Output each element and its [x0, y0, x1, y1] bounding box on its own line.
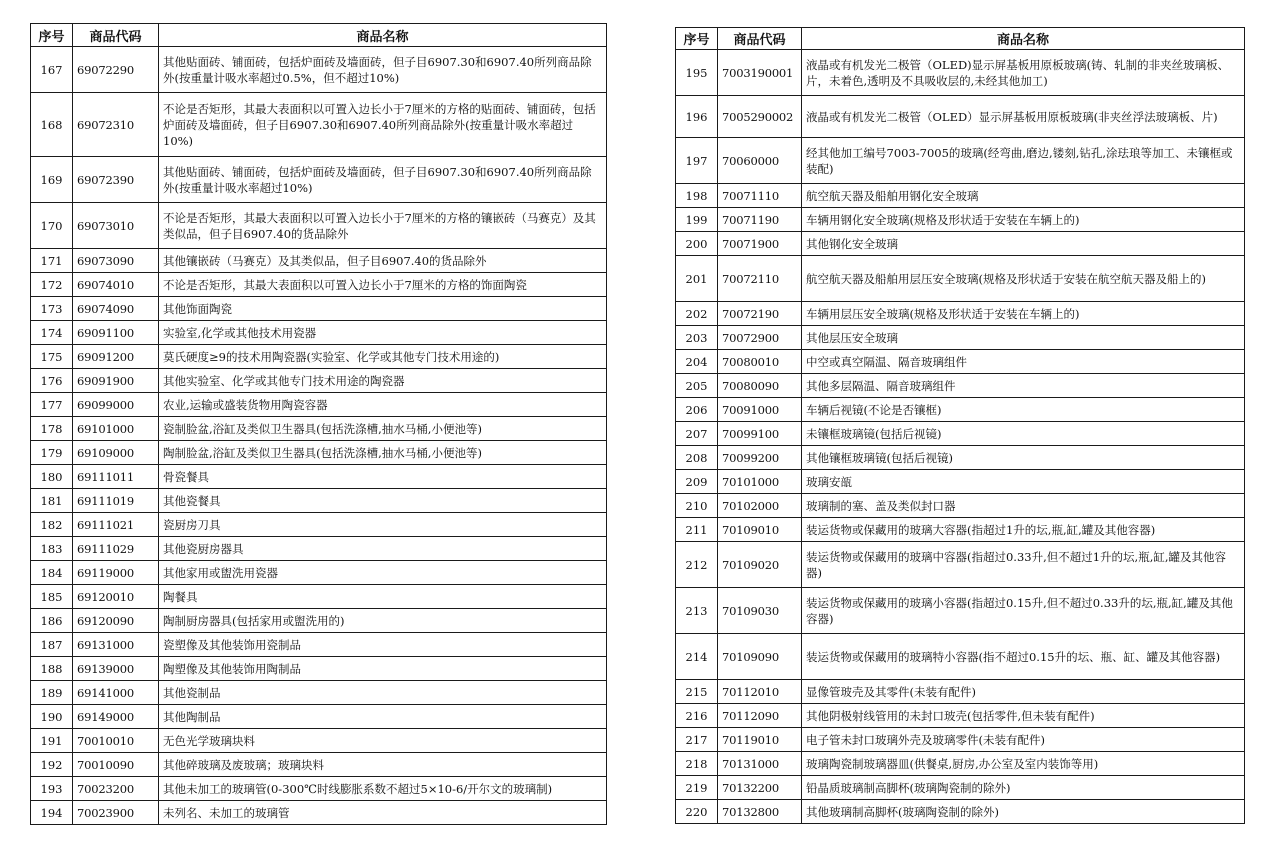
row-seq: 207 [676, 422, 718, 446]
row-name: 其他瓷制品 [159, 681, 607, 705]
row-seq: 200 [676, 232, 718, 256]
row-seq: 193 [31, 777, 73, 801]
row-code: 70131000 [718, 752, 802, 776]
row-name: 铅晶质玻璃制高脚杯(玻璃陶瓷制的除外) [802, 776, 1245, 800]
row-code: 69111011 [73, 465, 159, 489]
row-name: 不论是否矩形，其最大表面积以可置入边长小于7厘米的方格的镶嵌砖（马赛克）及其类似品，但子目6907.40的货品除外 [159, 203, 607, 249]
table-row [676, 96, 1245, 138]
row-code: 69091900 [73, 369, 159, 393]
row-name: 其他贴面砖、铺面砖，包括炉面砖及墙面砖，但子目6907.30和6907.40所列商品除外(按重量计吸水率超过0.5%，但不超过10%) [159, 47, 607, 93]
table-row [31, 157, 607, 203]
row-code: 69111019 [73, 489, 159, 513]
row-name: 电子管未封口玻璃外壳及玻璃零件(未装有配件) [802, 728, 1245, 752]
row-code: 70109090 [718, 634, 802, 680]
table-row [31, 369, 607, 393]
table-row [31, 345, 607, 369]
row-code: 70099200 [718, 446, 802, 470]
row-name: 其他家用或盥洗用瓷器 [159, 561, 607, 585]
table-row [676, 256, 1245, 302]
row-code: 69074090 [73, 297, 159, 321]
row-seq: 190 [31, 705, 73, 729]
row-name: 瓷厨房刀具 [159, 513, 607, 537]
row-seq: 206 [676, 398, 718, 422]
row-seq: 188 [31, 657, 73, 681]
table-row [676, 542, 1245, 588]
row-code: 70010090 [73, 753, 159, 777]
row-name: 陶制脸盆,浴缸及类似卫生器具(包括洗涤槽,抽水马桶,小便池等) [159, 441, 607, 465]
row-code: 70112090 [718, 704, 802, 728]
row-code: 70109010 [718, 518, 802, 542]
row-seq: 218 [676, 752, 718, 776]
row-name: 瓷塑像及其他装饰用瓷制品 [159, 633, 607, 657]
row-name: 装运货物或保藏用的玻璃特小容器(指不超过0.15升的坛、瓶、缸、罐及其他容器) [802, 634, 1245, 680]
row-code: 70132800 [718, 800, 802, 824]
row-code: 70132200 [718, 776, 802, 800]
row-name: 未列名、未加工的玻璃管 [159, 801, 607, 825]
row-code: 70080090 [718, 374, 802, 398]
row-code: 70091000 [718, 398, 802, 422]
row-seq: 215 [676, 680, 718, 704]
table-row [676, 800, 1245, 824]
row-seq: 214 [676, 634, 718, 680]
row-name: 中空或真空隔温、隔音玻璃组件 [802, 350, 1245, 374]
table-row [676, 184, 1245, 208]
row-seq: 205 [676, 374, 718, 398]
row-seq: 202 [676, 302, 718, 326]
row-seq: 212 [676, 542, 718, 588]
row-seq: 196 [676, 96, 718, 138]
row-name: 经其他加工编号7003-7005的玻璃(经弯曲,磨边,镂刻,钻孔,涂珐琅等加工、未镶框或装配) [802, 138, 1245, 184]
row-seq: 170 [31, 203, 73, 249]
row-name: 农业,运输或盛装货物用陶瓷容器 [159, 393, 607, 417]
table-row [676, 302, 1245, 326]
row-name: 其他瓷厨房器具 [159, 537, 607, 561]
table-row [676, 634, 1245, 680]
row-seq: 195 [676, 50, 718, 96]
row-seq: 191 [31, 729, 73, 753]
row-code: 69111021 [73, 513, 159, 537]
row-seq: 219 [676, 776, 718, 800]
row-code: 69091100 [73, 321, 159, 345]
table-row [31, 465, 607, 489]
header-seq: 序号 [676, 28, 718, 50]
row-seq: 213 [676, 588, 718, 634]
row-code: 70101000 [718, 470, 802, 494]
table-row [676, 374, 1245, 398]
row-code: 69111029 [73, 537, 159, 561]
table-row [676, 232, 1245, 256]
row-name: 显像管玻壳及其零件(未装有配件) [802, 680, 1245, 704]
row-name: 航空航天器及船舶用钢化安全玻璃 [802, 184, 1245, 208]
row-seq: 216 [676, 704, 718, 728]
row-seq: 176 [31, 369, 73, 393]
table-row [31, 93, 607, 157]
row-seq: 167 [31, 47, 73, 93]
table-row [31, 729, 607, 753]
row-seq: 182 [31, 513, 73, 537]
row-code: 69149000 [73, 705, 159, 729]
row-name: 航空航天器及船舶用层压安全玻璃(规格及形状适于安装在航空航天器及船上的) [802, 256, 1245, 302]
row-code: 69131000 [73, 633, 159, 657]
row-code: 69091200 [73, 345, 159, 369]
table-row [31, 513, 607, 537]
row-code: 69073090 [73, 249, 159, 273]
header-code: 商品代码 [73, 24, 159, 47]
row-name: 陶制厨房器具(包括家用或盥洗用的) [159, 609, 607, 633]
row-name: 陶餐具 [159, 585, 607, 609]
row-seq: 178 [31, 417, 73, 441]
row-name: 莫氏硬度≥9的技术用陶瓷器(实验室、化学或其他专门技术用途的) [159, 345, 607, 369]
row-code: 70023900 [73, 801, 159, 825]
row-seq: 181 [31, 489, 73, 513]
header-seq: 序号 [31, 24, 73, 47]
table-row [31, 417, 607, 441]
table-row [31, 537, 607, 561]
row-name: 玻璃安瓿 [802, 470, 1245, 494]
row-seq: 192 [31, 753, 73, 777]
row-code: 70109020 [718, 542, 802, 588]
row-seq: 220 [676, 800, 718, 824]
row-name: 瓷制脸盆,浴缸及类似卫生器具(包括洗涤槽,抽水马桶,小便池等) [159, 417, 607, 441]
row-code: 69120010 [73, 585, 159, 609]
row-name: 骨瓷餐具 [159, 465, 607, 489]
row-code: 70109030 [718, 588, 802, 634]
row-name: 其他瓷餐具 [159, 489, 607, 513]
row-code: 69141000 [73, 681, 159, 705]
row-seq: 174 [31, 321, 73, 345]
row-seq: 210 [676, 494, 718, 518]
header-row [31, 24, 607, 47]
row-code: 70060000 [718, 138, 802, 184]
row-code: 69119000 [73, 561, 159, 585]
table-row [676, 680, 1245, 704]
row-seq: 183 [31, 537, 73, 561]
table-row [31, 585, 607, 609]
row-code: 69073010 [73, 203, 159, 249]
row-name: 装运货物或保藏用的玻璃小容器(指超过0.15升,但不超过0.33升的坛,瓶,缸,罐及其他容器) [802, 588, 1245, 634]
row-name: 装运货物或保藏用的玻璃大容器(指超过1升的坛,瓶,缸,罐及其他容器) [802, 518, 1245, 542]
table-row [31, 681, 607, 705]
table-row [31, 705, 607, 729]
table-row [676, 518, 1245, 542]
row-seq: 197 [676, 138, 718, 184]
row-code: 70072190 [718, 302, 802, 326]
row-seq: 217 [676, 728, 718, 752]
row-seq: 168 [31, 93, 73, 157]
table-row [676, 138, 1245, 184]
row-seq: 186 [31, 609, 73, 633]
table-row [31, 273, 607, 297]
header-name: 商品名称 [159, 24, 607, 47]
row-code: 69072310 [73, 93, 159, 157]
row-name: 其他陶制品 [159, 705, 607, 729]
row-seq: 194 [31, 801, 73, 825]
row-seq: 189 [31, 681, 73, 705]
row-name: 液晶或有机发光二极管（OLED）显示屏基板用原板玻璃(非夹丝浮法玻璃板、片) [802, 96, 1245, 138]
table-row [31, 393, 607, 417]
table-row [31, 47, 607, 93]
table-row [31, 657, 607, 681]
table-row [676, 470, 1245, 494]
row-code: 69109000 [73, 441, 159, 465]
row-name: 无色光学玻璃块料 [159, 729, 607, 753]
row-seq: 211 [676, 518, 718, 542]
row-code: 69074010 [73, 273, 159, 297]
row-name: 其他钢化安全玻璃 [802, 232, 1245, 256]
row-code: 70072110 [718, 256, 802, 302]
table-row [676, 326, 1245, 350]
table-row [31, 753, 607, 777]
row-seq: 208 [676, 446, 718, 470]
row-name: 车辆用钢化安全玻璃(规格及形状适于安装在车辆上的) [802, 208, 1245, 232]
table-row [676, 752, 1245, 776]
table-row [31, 489, 607, 513]
row-name: 装运货物或保藏用的玻璃中容器(指超过0.33升,但不超过1升的坛,瓶,缸,罐及其他容器) [802, 542, 1245, 588]
row-name: 未镶框玻璃镜(包括后视镜) [802, 422, 1245, 446]
table-row [676, 422, 1245, 446]
table-row [676, 588, 1245, 634]
table-row [676, 776, 1245, 800]
right-commodity-table [675, 27, 1245, 824]
table-row [31, 561, 607, 585]
table-row [31, 321, 607, 345]
table-row [31, 441, 607, 465]
row-name: 其他饰面陶瓷 [159, 297, 607, 321]
row-seq: 173 [31, 297, 73, 321]
row-name: 其他阴极射线管用的未封口玻壳(包括零件,但未装有配件) [802, 704, 1245, 728]
row-seq: 171 [31, 249, 73, 273]
table-row [676, 728, 1245, 752]
table-row [31, 203, 607, 249]
table-row [676, 494, 1245, 518]
table-row [676, 446, 1245, 470]
table-row [676, 704, 1245, 728]
row-seq: 180 [31, 465, 73, 489]
row-seq: 177 [31, 393, 73, 417]
row-code: 70072900 [718, 326, 802, 350]
row-code: 70099100 [718, 422, 802, 446]
table-row [31, 633, 607, 657]
row-code: 7005290002 [718, 96, 802, 138]
row-name: 其他层压安全玻璃 [802, 326, 1245, 350]
row-name: 其他实验室、化学或其他专门技术用途的陶瓷器 [159, 369, 607, 393]
row-code: 70112010 [718, 680, 802, 704]
row-name: 不论是否矩形，其最大表面积以可置入边长小于7厘米的方格的饰面陶瓷 [159, 273, 607, 297]
row-code: 70102000 [718, 494, 802, 518]
row-seq: 198 [676, 184, 718, 208]
table-row [31, 609, 607, 633]
table-row [31, 249, 607, 273]
row-code: 69139000 [73, 657, 159, 681]
row-name: 其他未加工的玻璃管(0-300℃时线膨胀系数不超过5×10-6/开尔文的玻璃制) [159, 777, 607, 801]
row-code: 69072390 [73, 157, 159, 203]
row-seq: 187 [31, 633, 73, 657]
row-code: 70023200 [73, 777, 159, 801]
header-row [676, 28, 1245, 50]
row-name: 陶塑像及其他装饰用陶制品 [159, 657, 607, 681]
row-name: 玻璃陶瓷制玻璃器皿(供餐桌,厨房,办公室及室内装饰等用) [802, 752, 1245, 776]
header-code: 商品代码 [718, 28, 802, 50]
row-name: 其他贴面砖、铺面砖，包括炉面砖及墙面砖，但子目6907.30和6907.40所列商品除外(按重量计吸水率超过10%) [159, 157, 607, 203]
row-seq: 172 [31, 273, 73, 297]
row-seq: 179 [31, 441, 73, 465]
row-code: 69120090 [73, 609, 159, 633]
row-seq: 184 [31, 561, 73, 585]
table-row [676, 350, 1245, 374]
table-row [31, 297, 607, 321]
row-code: 69072290 [73, 47, 159, 93]
row-seq: 185 [31, 585, 73, 609]
row-name: 不论是否矩形，其最大表面积以可置入边长小于7厘米的方格的贴面砖、铺面砖，包括炉面砖及墙面砖，但子目6907.30和6907.40所列商品除外(按重量计吸水率超过10%) [159, 93, 607, 157]
row-name: 车辆用层压安全玻璃(规格及形状适于安装在车辆上的) [802, 302, 1245, 326]
table-row [676, 50, 1245, 96]
row-name: 其他镶框玻璃镜(包括后视镜) [802, 446, 1245, 470]
row-name: 液晶或有机发光二极管（OLED)显示屏基板用原板玻璃(铸、轧制的非夹丝玻璃板、片，未着色,透明及不具吸收层的,未经其他加工) [802, 50, 1245, 96]
table-row [676, 208, 1245, 232]
row-code: 70071900 [718, 232, 802, 256]
row-seq: 204 [676, 350, 718, 374]
row-code: 70071190 [718, 208, 802, 232]
row-code: 70071110 [718, 184, 802, 208]
row-name: 车辆后视镜(不论是否镶框) [802, 398, 1245, 422]
row-seq: 209 [676, 470, 718, 494]
row-name: 实验室,化学或其他技术用瓷器 [159, 321, 607, 345]
table-row [676, 398, 1245, 422]
row-name: 其他碎玻璃及废玻璃；玻璃块料 [159, 753, 607, 777]
table-row [31, 777, 607, 801]
row-name: 其他镶嵌砖（马赛克）及其类似品，但子目6907.40的货品除外 [159, 249, 607, 273]
row-name: 玻璃制的塞、盖及类似封口器 [802, 494, 1245, 518]
header-name: 商品名称 [802, 28, 1245, 50]
row-seq: 201 [676, 256, 718, 302]
row-seq: 175 [31, 345, 73, 369]
row-code: 70119010 [718, 728, 802, 752]
row-code: 69099000 [73, 393, 159, 417]
row-seq: 199 [676, 208, 718, 232]
row-code: 7003190001 [718, 50, 802, 96]
table-row [31, 801, 607, 825]
row-name: 其他玻璃制高脚杯(玻璃陶瓷制的除外) [802, 800, 1245, 824]
row-code: 69101000 [73, 417, 159, 441]
row-code: 70010010 [73, 729, 159, 753]
left-commodity-table [30, 23, 607, 825]
row-code: 70080010 [718, 350, 802, 374]
row-seq: 169 [31, 157, 73, 203]
row-seq: 203 [676, 326, 718, 350]
row-name: 其他多层隔温、隔音玻璃组件 [802, 374, 1245, 398]
